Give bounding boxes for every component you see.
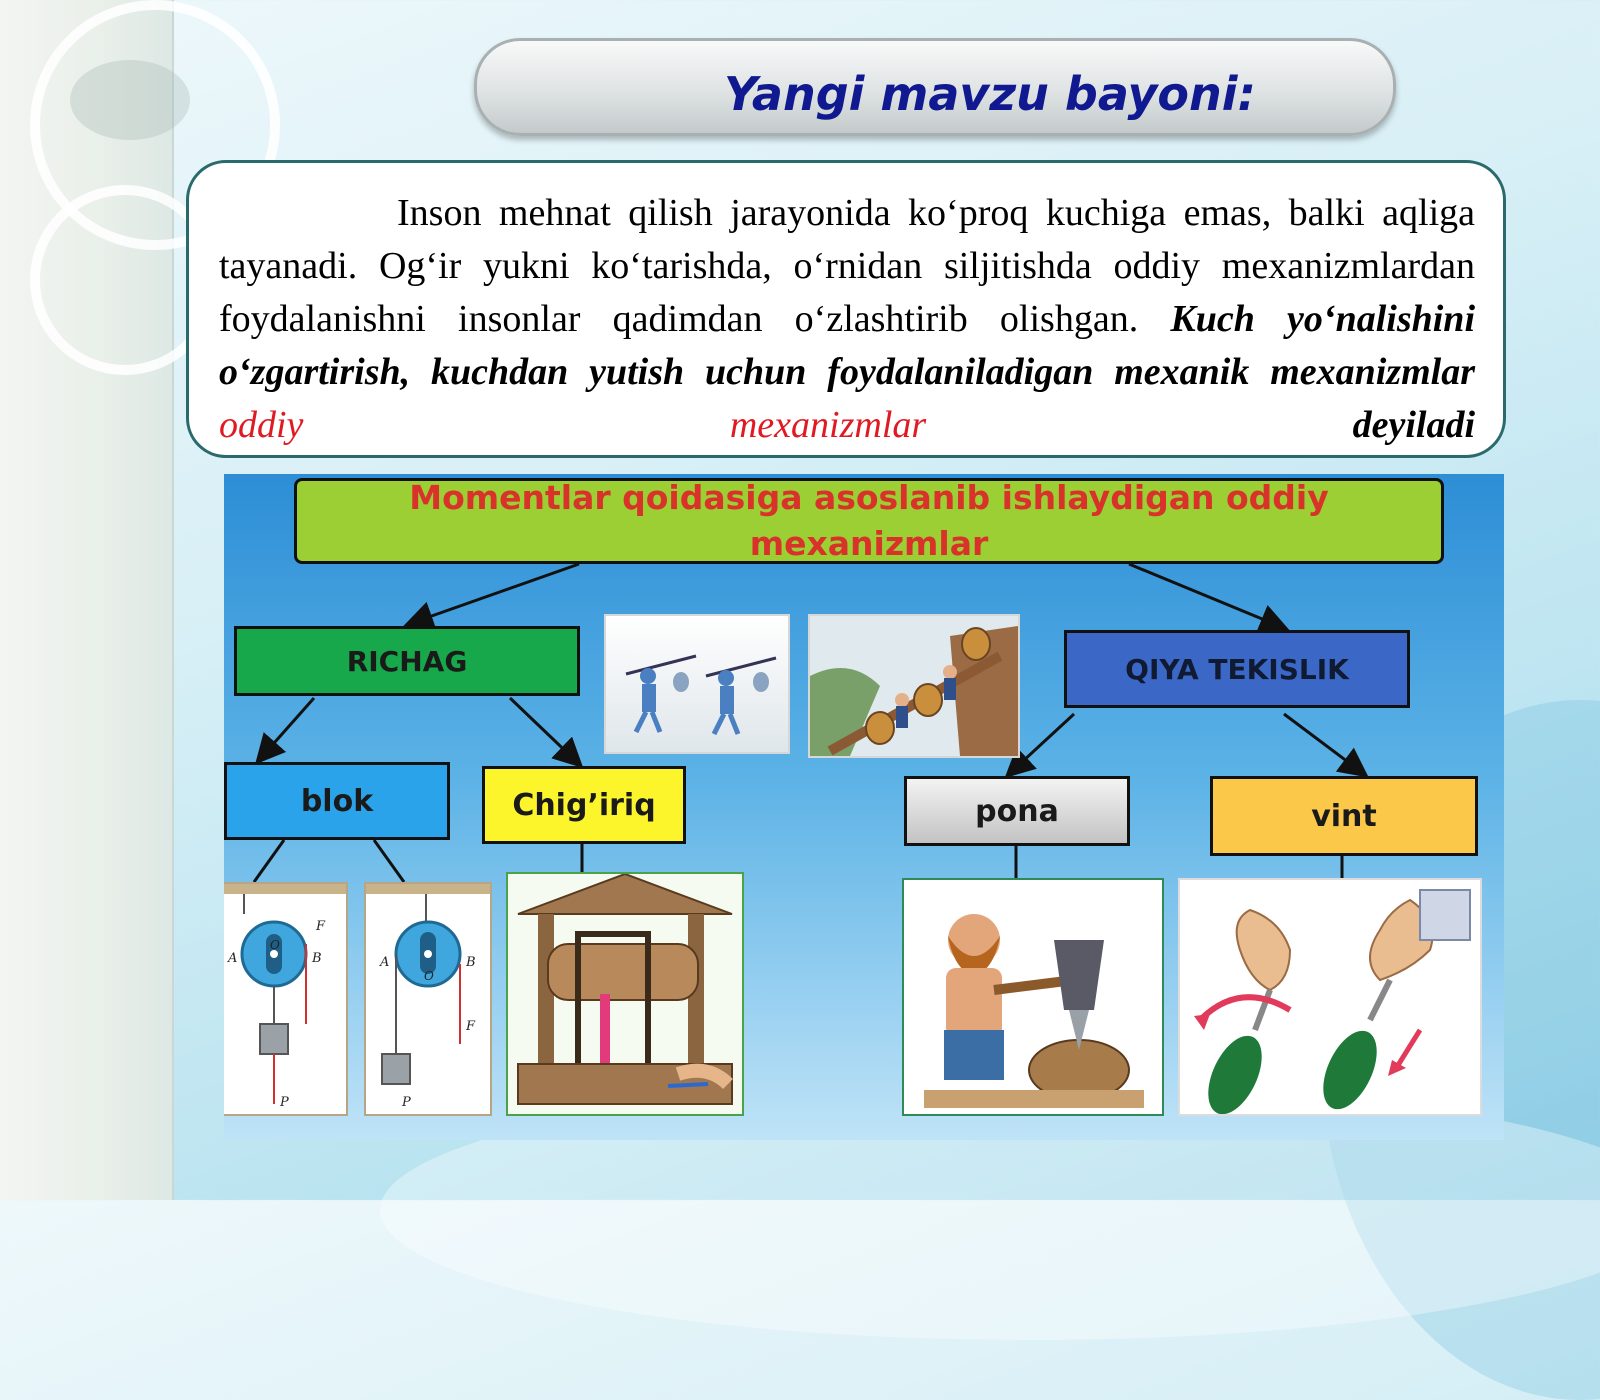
definition-ending: deyiladi (1352, 404, 1476, 446)
branch-pona: pona (904, 776, 1130, 846)
branch-vint: vint (1210, 776, 1478, 856)
connector-blok-right (374, 840, 404, 882)
wedge-wood-splitting-illustration (902, 878, 1164, 1116)
title-banner (474, 38, 1396, 136)
screw-screwdriver-illustration (1178, 878, 1482, 1116)
definition-bold: Kuch yo‘nalishini o‘zgartirish, kuchdan yutish uchun foydalaniladigan mexanik mexanizmlar (219, 298, 1475, 393)
branch-blok: blok (224, 762, 450, 840)
inclined-plane-barrels-illustration (808, 614, 1020, 758)
pulley-label-p: P (280, 1095, 289, 1110)
arrow-to-vint (1284, 714, 1364, 774)
arrow-to-blok (259, 698, 314, 760)
arrow-to-chigiriq (510, 698, 579, 764)
diagram-heading: Momentlar qoidasiga asoslanib ishlaydigan oddiy mexanizmlar (294, 478, 1444, 564)
pulley-label-o: O (270, 938, 280, 952)
pulley-label-f: F (316, 919, 326, 934)
pulley-label-b: B (312, 951, 322, 966)
definition-highlight: oddiy mexanizmlar (219, 404, 927, 446)
slide-title: Yangi mavzu bayoni: (724, 67, 1256, 121)
movable-pulley-diagram (364, 882, 492, 1116)
connector-blok-left (254, 840, 284, 882)
pulley-label-a: A (228, 951, 238, 966)
intro-text-box (186, 160, 1506, 458)
side-decoration-panel (0, 0, 174, 1200)
fixed-pulley-diagram (224, 882, 348, 1116)
arrow-to-qiya (1129, 564, 1284, 628)
mechanisms-diagram (224, 474, 1504, 1140)
intro-paragraph: Inson mehnat qilish jarayonida ko‘proq kuchiga emas, balki aqliga tayanadi. Og‘ir yukni ko‘tarishda, o‘rnidan siljitishda oddiy mexanizmlardan foydalanishni insonlar qadimdan o‘zlashtirib olishgan. (219, 192, 1475, 340)
pulley-label-b: B (466, 955, 476, 970)
pulley-label-o: O (424, 969, 434, 983)
pulley-label-p: P (402, 1095, 411, 1110)
branch-qiya-tekislik: QIYA TEKISLIK (1064, 630, 1410, 708)
arrow-to-richag (409, 564, 579, 624)
branch-chigiriq: Chig’iriq (482, 766, 686, 844)
windlass-well-illustration (506, 872, 744, 1116)
branch-richag: RICHAG (234, 626, 580, 696)
pulley-label-a: A (380, 955, 390, 970)
lever-porters-illustration (604, 614, 790, 754)
pulley-label-f: F (466, 1019, 476, 1034)
